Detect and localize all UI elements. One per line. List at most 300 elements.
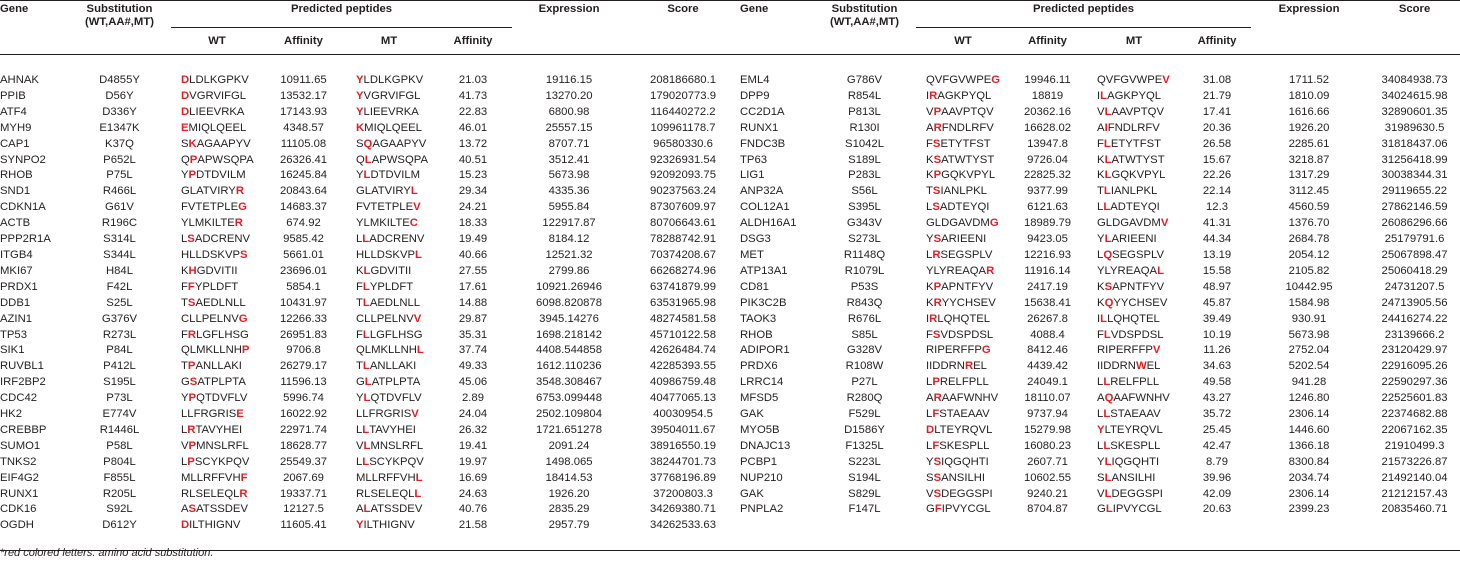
wt-affinity-cell: 18989.79 — [1023, 217, 1072, 230]
gene-cell: SND1 — [0, 185, 31, 198]
peptide-residues: V — [356, 439, 364, 452]
substituted-residue: R — [933, 392, 942, 405]
mt-affinity-cell: 17.41 — [1202, 105, 1232, 118]
mt-affinity-cell: 27.55 — [458, 264, 488, 277]
expression-cell: 2091.24 — [548, 439, 590, 452]
header-substitution-label: Substitution — [86, 3, 153, 15]
table-row — [0, 343, 1460, 359]
peptide-residues: RIPERFFP — [1097, 344, 1153, 357]
substitution-cell: R854L — [847, 89, 882, 102]
wt-peptide-cell — [171, 184, 263, 200]
mt-affinity-cell: 37.74 — [458, 344, 488, 357]
table-row — [0, 375, 1460, 391]
mt-affinity-cell: 41.73 — [458, 89, 488, 102]
wt-affinity-cell: 13947.8 — [1027, 137, 1068, 150]
score-cell: 34262533.63 — [650, 519, 716, 532]
substituted-residue: S — [932, 185, 941, 198]
peptide-residues: RLSELEQL — [181, 487, 240, 500]
wt-peptide-cell — [171, 471, 263, 487]
score-cell: 63741879.99 — [650, 280, 716, 293]
wt-affinity-cell: 6121.63 — [1027, 201, 1068, 214]
wt-peptide-cell — [916, 232, 1010, 248]
substituted-residue: E — [181, 121, 189, 134]
peptide-residues: RIPERFFP — [926, 344, 982, 357]
peptide-residues: IPVYCGL — [1112, 503, 1162, 516]
substitution-cell: G343V — [846, 217, 883, 230]
substituted-residue: L — [362, 423, 370, 436]
wt-peptide-cell — [171, 407, 263, 423]
peptide-residues: MNSLRFL — [196, 439, 249, 452]
wt-peptide-cell — [916, 487, 1010, 503]
wt-affinity-cell: 12127.5 — [283, 503, 324, 516]
peptide-residues: GLATVIRY — [181, 185, 236, 198]
mt-peptide-cell — [344, 328, 434, 344]
mt-affinity-cell: 31.08 — [1202, 74, 1232, 86]
substituted-residue: R — [235, 185, 245, 198]
peptide-residues: DEGGSPI — [1111, 487, 1163, 500]
gene-cell: TP53 — [0, 328, 28, 341]
table-row — [0, 439, 1460, 455]
mt-peptide-cell — [1085, 280, 1183, 296]
mt-peptide-cell — [1085, 168, 1183, 184]
expression-cell: 10921.26946 — [536, 280, 602, 293]
gene-cell: SYNPO2 — [0, 153, 46, 166]
score-cell: 92326931.54 — [650, 153, 716, 166]
wt-affinity-cell: 25549.37 — [279, 455, 328, 468]
gene-cell: GAK — [740, 408, 764, 421]
wt-affinity-cell: 9377.99 — [1027, 185, 1068, 198]
peptide-residues: YPLDFT — [369, 280, 414, 293]
wt-peptide-cell — [916, 343, 1010, 359]
score-cell: 24731207.5 — [1384, 280, 1445, 293]
peptide-residues: IIDDRN — [1097, 360, 1136, 373]
substituted-residue: Q — [1104, 392, 1114, 405]
wt-peptide-cell — [916, 153, 1010, 169]
substitution-cell: S194L — [848, 471, 881, 484]
peptide-residues: F — [356, 328, 363, 341]
peptide-residues: ATPLPTA — [197, 376, 246, 389]
peptide-residues: Y — [181, 392, 189, 405]
substituted-residue: D — [926, 423, 935, 436]
mt-peptide-cell — [1085, 89, 1183, 105]
mt-affinity-cell: 44.34 — [1202, 233, 1232, 246]
score-cell: 22067162.35 — [1381, 423, 1448, 436]
gene-cell: ANP32A — [740, 185, 784, 198]
mt-affinity-cell: 2.89 — [462, 392, 484, 405]
rule-cell — [740, 534, 813, 550]
substituted-residue: R — [187, 328, 197, 341]
score-cell: 80706643.61 — [650, 217, 716, 230]
peptide-residues: ATWTYST — [941, 153, 995, 166]
peptide-residues: K — [926, 296, 934, 309]
wt-peptide-cell — [171, 296, 263, 312]
mt-peptide-cell — [1085, 232, 1183, 248]
mt-peptide-cell — [1085, 487, 1183, 503]
substituted-residue: L — [1103, 439, 1111, 452]
wt-affinity-cell: 8412.46 — [1027, 344, 1068, 357]
substituted-residue: D — [181, 519, 190, 532]
mt-peptide-cell — [344, 423, 434, 439]
expression-cell: 2957.79 — [548, 519, 590, 532]
peptide-residues: ATWTYST — [1111, 153, 1165, 166]
wt-peptide-cell — [171, 391, 263, 407]
peptide-residues: I — [1097, 89, 1101, 102]
wt-affinity-cell: 2607.71 — [1027, 455, 1068, 468]
peptide-residues: DTDVILM — [370, 169, 421, 182]
peptide-residues: SKESPLL — [939, 439, 990, 452]
substitution-cell: P27L — [851, 376, 878, 389]
peptide-residues: GDVITII — [370, 264, 412, 277]
table-row — [0, 153, 1460, 169]
peptide-residues: Q — [356, 153, 365, 166]
wt-peptide-cell — [916, 455, 1010, 471]
wt-affinity-cell: 674.92 — [286, 217, 321, 230]
substituted-residue: R — [929, 312, 938, 325]
mt-affinity-cell: 15.58 — [1202, 264, 1232, 277]
peptide-residues: SEGSPLV — [940, 248, 993, 261]
expression-cell: 19116.15 — [545, 74, 593, 86]
peptide-residues: GLDGAVDM — [1097, 217, 1161, 230]
wt-affinity-cell: 15638.41 — [1023, 296, 1072, 309]
gene-cell: RUNX1 — [0, 487, 39, 500]
substituted-residue: P — [932, 376, 940, 389]
header-expression: Expression — [1278, 3, 1340, 15]
peptide-residues: LTEYRQVL — [1104, 423, 1163, 436]
header-substitution-label: Substitution — [831, 3, 898, 15]
wt-affinity-cell: 10911.65 — [280, 74, 327, 86]
gene-cell: GAK — [740, 487, 764, 500]
gene-cell: MYH9 — [0, 121, 32, 134]
expression-cell: 6800.98 — [548, 105, 590, 118]
gene-cell: MFSD5 — [740, 392, 779, 405]
peptide-residues: Y — [181, 169, 189, 182]
gene-cell: CREBBP — [0, 423, 47, 436]
peptide-residues: I — [926, 312, 930, 325]
peptide-residues: LDLKGPKV — [189, 74, 249, 86]
score-cell: 66268274.96 — [650, 264, 716, 277]
mt-affinity-cell: 17.61 — [458, 280, 488, 293]
rule-cell — [813, 534, 916, 550]
score-cell: 22525601.83 — [1381, 392, 1448, 405]
substituted-residue: P — [188, 439, 197, 452]
expression-cell: 2835.29 — [548, 503, 590, 516]
substitution-cell: P75L — [106, 169, 133, 182]
header-score: Score — [667, 3, 699, 15]
peptide-residues: ADTEYQI — [939, 201, 990, 214]
score-cell: 31989630.5 — [1384, 121, 1445, 134]
mt-peptide-cell — [1085, 407, 1183, 423]
substituted-residue: P — [188, 169, 197, 182]
substituted-residue: R — [932, 248, 941, 261]
peptide-residues: YLMKILTE — [181, 217, 235, 230]
expression-cell: 5202.54 — [1288, 360, 1330, 373]
gene-cell: AHNAK — [0, 74, 39, 86]
score-cell: 96580330.6 — [653, 137, 713, 150]
gene-cell: PPP2R1A — [0, 233, 51, 246]
substituted-residue: L — [363, 503, 371, 516]
peptide-residues: ADCRENV — [194, 233, 251, 246]
substituted-residue: G — [238, 201, 247, 214]
expression-cell: 1366.18 — [1288, 439, 1330, 452]
substituted-residue: L — [1100, 312, 1108, 325]
peptide-residues: S — [356, 137, 364, 150]
peptide-residues: GDVITII — [196, 264, 238, 277]
expression-cell: 2306.14 — [1288, 408, 1330, 421]
substituted-residue: R — [986, 264, 995, 277]
gene-cell: LRRC14 — [740, 376, 784, 389]
substituted-residue: L — [1104, 153, 1112, 166]
gene-cell: RHOB — [740, 328, 773, 341]
expression-cell: 2285.61 — [1288, 137, 1330, 150]
substitution-cell: S189L — [848, 153, 881, 166]
score-cell: 27862146.59 — [1381, 201, 1448, 214]
peptide-residues: LIEEVRKA — [363, 105, 419, 118]
substituted-residue: L — [1105, 503, 1113, 516]
mt-peptide-cell — [1085, 248, 1183, 264]
peptide-residues: MNSLRFL — [370, 439, 424, 452]
gene-cell: RUNX1 — [740, 121, 779, 134]
wt-peptide-cell — [916, 264, 1010, 280]
wt-peptide-cell — [916, 407, 1010, 423]
substituted-residue: L — [1104, 471, 1112, 484]
mt-peptide-cell — [344, 280, 434, 296]
table-bottom-rule — [0, 534, 1460, 550]
header-gene: Gene — [740, 3, 769, 15]
peptide-residues: L — [356, 233, 363, 246]
rule-cell — [344, 534, 434, 550]
peptide-residues: QTDVFLV — [370, 392, 422, 405]
expression-cell: 1721.651278 — [536, 423, 602, 436]
mt-affinity-cell: 21.03 — [458, 74, 488, 86]
mt-affinity-cell: 13.19 — [1202, 248, 1232, 261]
mt-affinity-cell: 39.49 — [1202, 312, 1232, 325]
peptide-residues: T — [1097, 185, 1104, 198]
substituted-residue: G — [991, 74, 1001, 86]
peptide-residues: RELFPLL — [939, 376, 989, 389]
gene-cell: ALDH16A1 — [740, 217, 797, 230]
mt-affinity-cell: 42.47 — [1202, 439, 1232, 452]
wt-affinity-cell: 20362.16 — [1023, 105, 1072, 118]
gene-cell: IRF2BP2 — [0, 376, 46, 389]
substitution-cell: S829L — [848, 487, 881, 500]
substituted-residue: F — [934, 503, 942, 516]
peptide-residues: F — [181, 328, 188, 341]
substituted-residue: L — [1104, 455, 1112, 468]
table-row — [0, 264, 1460, 280]
peptide-residues: FVTETPLE — [181, 201, 239, 214]
mt-peptide-cell — [344, 153, 434, 169]
substitution-cell: G61V — [105, 201, 134, 214]
expression-cell: 1498.065 — [545, 455, 593, 468]
gene-cell: DDB1 — [0, 296, 31, 309]
expression-cell: 3218.87 — [1288, 153, 1330, 166]
table-row — [0, 423, 1460, 439]
peptide-residues: APWSQPA — [197, 153, 254, 166]
wt-affinity-cell: 22971.74 — [279, 423, 328, 436]
wt-affinity-cell: 17143.93 — [279, 105, 328, 118]
peptide-residues: K — [181, 264, 189, 277]
score-cell: 37200803.3 — [653, 487, 713, 500]
peptide-residues: K — [1097, 280, 1105, 293]
substituted-residue: L — [1103, 137, 1111, 150]
score-cell: 87307609.97 — [650, 201, 716, 214]
mt-affinity-cell: 12.3 — [1206, 201, 1229, 214]
wt-affinity-cell: 9423.05 — [1027, 233, 1068, 246]
score-cell: 22590297.36 — [1381, 376, 1448, 389]
substitution-cell: R466L — [102, 185, 137, 198]
score-cell: 179020773.9 — [650, 89, 716, 102]
peptide-residues: L — [1097, 376, 1104, 389]
substituted-residue: V — [1162, 74, 1170, 86]
substituted-residue: C — [409, 217, 418, 230]
table-row — [0, 312, 1460, 328]
mt-peptide-cell — [344, 232, 434, 248]
mt-peptide-cell — [1085, 55, 1183, 89]
gene-cell: DPP9 — [740, 89, 770, 102]
substituted-residue: Q — [1103, 248, 1113, 261]
substitution-cell: S92L — [106, 503, 133, 516]
wt-peptide-cell — [171, 216, 263, 232]
expression-cell: 4560.59 — [1288, 201, 1330, 214]
substituted-residue: Q — [363, 137, 373, 150]
wt-peptide-cell — [916, 391, 1010, 407]
table-row — [0, 184, 1460, 200]
peptide-residues: STAEAAV — [939, 408, 990, 421]
substitution-cell: F1325L — [845, 439, 884, 452]
peptide-residues: L — [181, 233, 188, 246]
substitution-cell: R1148Q — [843, 248, 886, 261]
substituted-residue: L — [1103, 185, 1111, 198]
peptide-residues: ANLLAKI — [369, 360, 417, 373]
peptide-residues: QVFGVWPE — [1097, 74, 1163, 86]
table-row — [0, 471, 1460, 487]
table-row — [0, 455, 1460, 471]
score-cell: 32890601.35 — [1381, 105, 1448, 118]
wt-peptide-cell — [171, 248, 263, 264]
peptide-residues: AEDLNLL — [195, 296, 246, 309]
score-cell: 38916550.19 — [650, 439, 716, 452]
peptide-residues: L — [356, 423, 363, 436]
score-cell: 116440272.2 — [650, 105, 716, 118]
score-cell: 78288742.91 — [650, 233, 716, 246]
wt-affinity-cell: 26951.83 — [279, 328, 328, 341]
peptide-residues: ARIEENI — [941, 233, 987, 246]
table-row — [0, 216, 1460, 232]
expression-cell: 5673.98 — [1288, 328, 1330, 341]
peptide-residues: VDSPDSL — [940, 328, 994, 341]
peptide-residues: HLLDSKVP — [181, 248, 241, 261]
peptide-residues: Y — [1097, 233, 1105, 246]
footnote: *red colored letters: amino acid substitution. — [0, 547, 214, 559]
score-cell: 30038344.31 — [1381, 169, 1448, 182]
expression-cell: 6753.099448 — [536, 392, 602, 405]
wt-affinity-cell: 16080.23 — [1023, 439, 1072, 452]
peptide-residues: APNTFYV — [1112, 280, 1165, 293]
peptide-residues: G — [926, 503, 935, 516]
expression-cell: 10442.95 — [1285, 280, 1333, 293]
score-cell: 31818437.06 — [1381, 137, 1448, 150]
peptide-residues: Y — [926, 233, 934, 246]
score-cell: 23120429.97 — [1381, 344, 1448, 357]
peptide-residues: AEDLNLL — [369, 296, 421, 309]
wt-affinity-cell: 16245.84 — [279, 169, 328, 182]
score-cell: 21573226.87 — [1381, 455, 1448, 468]
wt-affinity-cell: 11596.13 — [280, 376, 327, 389]
header-expression: Expression — [538, 3, 600, 15]
substituted-residue: L — [415, 471, 423, 484]
substituted-residue: S — [933, 455, 942, 468]
score-cell: 70374208.67 — [650, 248, 716, 261]
wt-peptide-cell — [171, 121, 263, 137]
table-row — [0, 487, 1460, 503]
wt-affinity-cell: 4439.42 — [1027, 360, 1068, 373]
peptide-residues: L — [1097, 248, 1104, 261]
substitution-cell: P283L — [848, 169, 881, 182]
gene-cell: ATF4 — [0, 105, 27, 118]
header-wt-affinity: Affinity — [284, 34, 323, 47]
peptide-residues: QLMKLLNH — [356, 344, 417, 357]
peptide-residues: K — [356, 264, 364, 277]
wt-peptide-cell — [916, 502, 1010, 518]
wt-peptide-cell — [171, 375, 263, 391]
mt-affinity-cell: 19.41 — [458, 439, 488, 452]
wt-peptide-cell — [171, 137, 263, 153]
wt-affinity-cell: 14683.37 — [279, 201, 328, 214]
substitution-cell: D1586Y — [844, 423, 885, 436]
mt-affinity-cell: 22.26 — [1202, 169, 1232, 182]
substitution-cell: S273L — [848, 233, 881, 246]
mt-peptide-cell — [1085, 296, 1183, 312]
mt-peptide-cell — [344, 375, 434, 391]
expression-cell: 2684.78 — [1288, 233, 1330, 246]
substituted-residue: F — [187, 280, 195, 293]
peptide-residues: K — [926, 169, 934, 182]
peptide-residues: F — [356, 280, 363, 293]
mt-affinity-cell: 49.58 — [1202, 376, 1232, 389]
wt-peptide-cell — [171, 105, 263, 121]
mt-peptide-cell — [344, 343, 434, 359]
substituted-residue: V — [1152, 344, 1161, 357]
substituted-residue: P — [188, 392, 197, 405]
mt-peptide-cell — [1085, 121, 1183, 137]
substituted-residue: L — [410, 185, 418, 198]
wt-affinity-cell: 12266.33 — [279, 312, 328, 325]
peptide-residues: S — [926, 471, 934, 484]
mt-affinity-cell: 40.76 — [458, 503, 488, 516]
mt-peptide-cell — [344, 89, 434, 105]
rule-cell — [626, 534, 740, 550]
mt-peptide-cell — [344, 359, 434, 375]
peptide-residues: G — [181, 376, 190, 389]
substituted-residue: S — [932, 201, 940, 214]
score-cell: 63531965.98 — [650, 296, 716, 309]
peptide-residues: T — [926, 185, 933, 198]
peptide-residues: VDSPDSL — [1110, 328, 1164, 341]
substituted-residue: P — [933, 280, 942, 293]
substituted-residue: S — [1104, 280, 1113, 293]
substitution-cell: D336Y — [102, 105, 137, 118]
substitution-cell: R843Q — [846, 296, 883, 309]
gene-cell: LIG1 — [740, 169, 765, 182]
substituted-residue: G — [238, 312, 248, 325]
substituted-residue: S — [933, 487, 942, 500]
peptide-residues: STAEAAV — [1110, 408, 1161, 421]
peptide-residues: L — [926, 376, 933, 389]
mt-peptide-cell — [1085, 423, 1183, 439]
score-cell: 26086296.66 — [1381, 217, 1448, 230]
peptide-residues: IQGQHTI — [941, 455, 989, 468]
peptide-residues: RLSELEQL — [356, 487, 415, 500]
